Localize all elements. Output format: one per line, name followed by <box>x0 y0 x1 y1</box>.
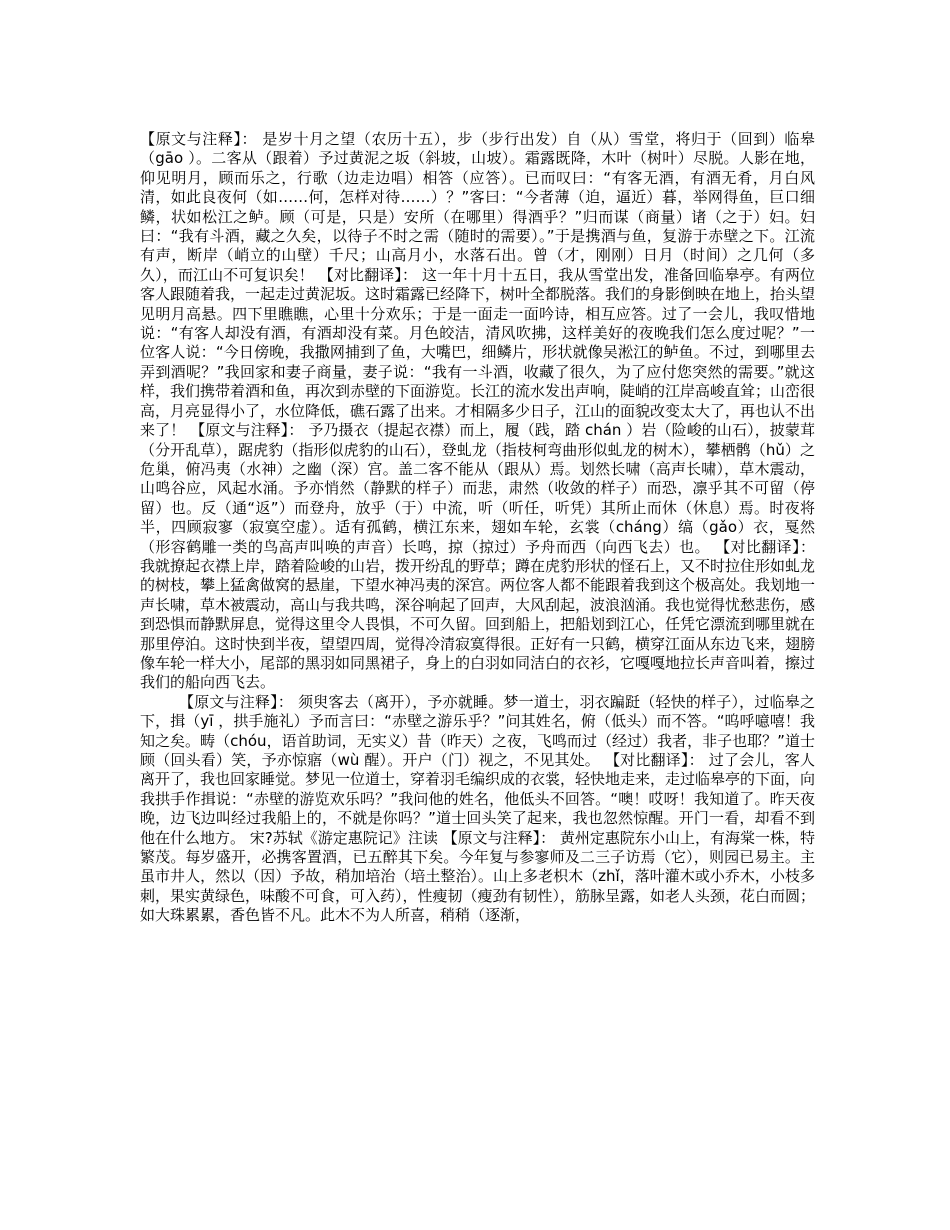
paragraph-1: 【原文与注释】： 是岁十月之望（农历十五），步（步行出发）自（从）雪堂，将归于（回到）临皋（gāo ）。二客从（跟着）予过黄泥之坂（斜坡，山坡）。霜露既降，木叶（树叶）尽脱。人影在地，仰见明月，顾而乐之，行歌（边走边唱）相答（应答）。已而叹曰：“有客无酒，有酒无肴，月白风清，如此良夜何（如……何，怎样对待……）？”客曰：“今者薄（迫，逼近）暮，举网得鱼，巨口细鳞，状如松江之鲈。顾（可是，只是）安所（在哪里）得酒乎？”归而谋（商量）诸（之于）妇。妇曰：“我有斗酒，藏之久矣，以待子不时之需（随时的需要）。”于是携酒与鱼，复游于赤壁之下。江流有声，断岸（峭立的山壁）千尺；山高月小，水落石出。曾（才，刚刚）日月（时间）之几何（多久），而江山不可复识矣！ 【对比翻译】： 这一年十月十五日，我从雪堂出发，准备回临皋亭。有两位客人跟随着我，一起走过黄泥坂。这时霜露已经降下，树叶全都脱落。我们的身影倒映在地上，抬头望见明月高悬。四下里瞧瞧，心里十分欢乐；于是一面走一面吟诗，相互应答。过了一会儿，我叹惜地说：“有客人却没有酒，有酒却没有菜。月色皎洁，清风吹拂，这样美好的夜晚我们怎么度过呢？”一位客人说：“今日傍晚，我撒网捕到了鱼，大嘴巴，细鳞片，形状就像吴淞江的鲈鱼。不过，到哪里去弄到酒呢？”我回家和妻子商量，妻子说：“我有一斗酒，收藏了很久，为了应付您突然的需要。”就这样，我们携带着酒和鱼，再次到赤壁的下面游览。长江的流水发出声响，陡峭的江岸高峻直耸；山峦很高，月亮显得小了，水位降低，礁石露了出来。才相隔多少日子，江山的面貌改变太大了，再也认不出来了！ 【原文与注释】： 予乃摄衣（提起衣襟）而上，履（践，踏 chán ）岩（险峻的山石），披蒙茸（分开乱草），踞虎豹（指形似虎豹的山石），登虬龙（指枝柯弯曲形似虬龙的树木），攀栖鹘（hǔ）之危巢，俯冯夷（水神）之幽（深）宫。盖二客不能从（跟从）焉。划然长啸（高声长啸），草木震动，山鸣谷应，风起水涌。予亦悄然（静默的样子）而悲，肃然（收敛的样子）而恐，凛乎其不可留（停留）也。反（通“返”）而登舟，放乎（于）中流，听（听任，听凭）其所止而休（休息）焉。时夜将半，四顾寂寥（寂寞空虚）。适有孤鹤，横江东来，翅如车轮，玄裳（cháng）缟（gǎo）衣，戛然（形容鹤雕一类的鸟高声叫唤的声音）长鸣，掠（掠过）予舟而西（向西飞去）也。 【对比翻译】： 我就撩起衣襟上岸，踏着险峻的山岩，拨开纷乱的野草；蹲在虎豹形状的怪石上，又不时拉住形如虬龙的树枝，攀上猛禽做窝的悬崖，下望水神冯夷的深宫。两位客人都不能跟着我到这个极高处。我划地一声长啸，草木被震动，高山与我共鸣，深谷响起了回声，大风刮起，波浪汹涌。我也觉得忧愁悲伤，感到恐惧而静默屏息，觉得这里令人畏惧，不可久留。回到船上，把船划到江心，任凭它漂流到哪里就在那里停泊。这时快到半夜，望望四周，觉得冷清寂寞得很。正好有一只鹤，横穿江面从东边飞来，翅膀像车轮一样大小，尾部的黑羽如同黑裙子，身上的白羽如同洁白的衣衫，它嘎嘎地拉长声音叫着，擦过我们的船向西飞去。 <box>140 130 820 692</box>
paragraph-2: 【原文与注释】： 须臾客去（离开），予亦就睡。梦一道士，羽衣蹁跹（轻快的样子），过临皋之下，揖（yī ，拱手施礼）予而言曰：“赤壁之游乐乎？”问其姓名，俯（低头）而不答。“呜呼噫嘻！我知之矣。畴（chóu，语首助词，无实义）昔（昨天）之夜，飞鸣而过（经过）我者，非子也耶？”道士顾（回头看）笑，予亦惊寤（wù 醒）。开户（门）视之，不见其处。 【对比翻译】： 过了会儿，客人离开了，我也回家睡觉。梦见一位道士，穿着羽毛编织成的衣裳，轻快地走来，走过临皋亭的下面，向我拱手作揖说：“赤壁的游览欢乐吗？”我问他的姓名，他低头不回答。“噢！哎呀！我知道了。昨天夜晚，边飞边叫经过我船上的，不就是你吗？”道士回头笑了起来，我也忽然惊醒。开门一看，却看不到他在什么地方。 宋?苏轼《游定惠院记》注读 【原文与注释】： 黄州定惠院东小山上，有海棠一株，特繁茂。每岁盛开，必携客置酒，已五醉其下矣。今年复与参寥师及二三子访焉（它），则园已易主。主虽市井人，然以（因）予故，稍加培治（培土整治）。山上多老枳木（zhǐ，落叶灌木或小乔木，小枝多刺，果实黄绿色，味酸不可食，可入药），性瘦韧（瘦劲有韧性），筋脉呈露，如老人头颈，花白而圆；如大珠累累，香色皆不凡。此木不为人所喜，稍稍（逐渐， <box>140 692 816 925</box>
document-page <box>140 130 820 926</box>
